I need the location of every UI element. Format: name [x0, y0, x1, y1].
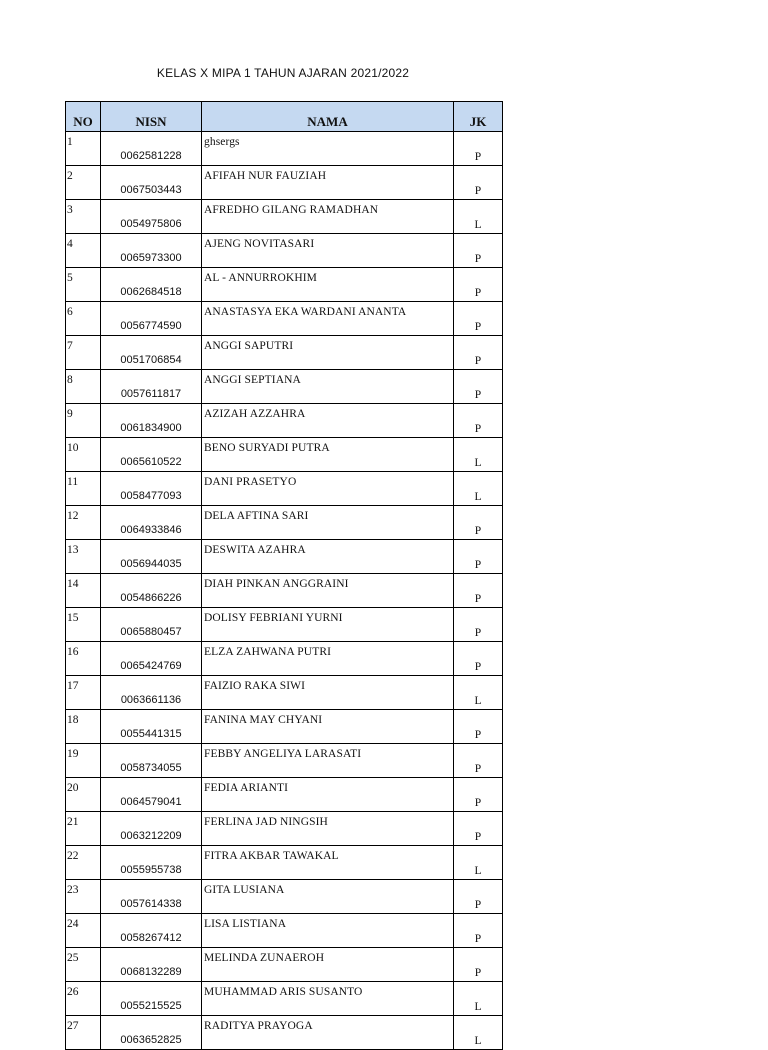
table-row — [66, 472, 503, 506]
cell-jk: P — [454, 302, 503, 336]
cell-jk: P — [454, 880, 503, 914]
cell-jk: P — [454, 166, 503, 200]
cell-nisn: 0056944035 — [101, 540, 202, 574]
cell-nama: RADITYA PRAYOGA — [202, 1016, 454, 1050]
cell-no: 25 — [66, 948, 101, 982]
cell-nisn: 0056774590 — [101, 302, 202, 336]
cell-no: 9 — [66, 404, 101, 438]
header-row — [66, 102, 503, 132]
cell-nisn: 0051706854 — [101, 336, 202, 370]
cell-nama: LISA LISTIANA — [202, 914, 454, 948]
cell-nisn: 0055955738 — [101, 846, 202, 880]
cell-jk: P — [454, 132, 503, 166]
cell-jk: P — [454, 778, 503, 812]
cell-nisn: 0058734055 — [101, 744, 202, 778]
cell-nisn: 0061834900 — [101, 404, 202, 438]
cell-no: 27 — [66, 1016, 101, 1050]
table-row — [66, 846, 503, 880]
table-header — [66, 102, 503, 132]
cell-nisn: 0063212209 — [101, 812, 202, 846]
header-nama: NAMA — [202, 102, 454, 132]
cell-nisn: 0062684518 — [101, 268, 202, 302]
cell-nisn: 0058267412 — [101, 914, 202, 948]
cell-jk: P — [454, 370, 503, 404]
cell-nisn: 0055441315 — [101, 710, 202, 744]
table-row — [66, 234, 503, 268]
cell-jk: P — [454, 948, 503, 982]
cell-nisn: 0068132289 — [101, 948, 202, 982]
cell-nama: DESWITA AZAHRA — [202, 540, 454, 574]
cell-jk: L — [454, 438, 503, 472]
table-body — [66, 132, 503, 1050]
cell-nisn: 0054866226 — [101, 574, 202, 608]
cell-jk: P — [454, 540, 503, 574]
cell-jk: L — [454, 200, 503, 234]
cell-jk: L — [454, 676, 503, 710]
cell-jk: L — [454, 982, 503, 1016]
table-row — [66, 710, 503, 744]
cell-no: 26 — [66, 982, 101, 1016]
cell-no: 20 — [66, 778, 101, 812]
cell-nisn: 0065880457 — [101, 608, 202, 642]
page-title: KELAS X MIPA 1 TAHUN AJARAN 2021/2022 — [156, 66, 410, 80]
cell-nisn: 0065973300 — [101, 234, 202, 268]
cell-jk: P — [454, 812, 503, 846]
header-jk: JK — [454, 102, 503, 132]
cell-nama: AZIZAH AZZAHRA — [202, 404, 454, 438]
cell-nisn: 0065610522 — [101, 438, 202, 472]
cell-nisn: 0062581228 — [101, 132, 202, 166]
cell-nama: FERLINA JAD NINGSIH — [202, 812, 454, 846]
table-row — [66, 540, 503, 574]
cell-no: 5 — [66, 268, 101, 302]
cell-nama: ANGGI SAPUTRI — [202, 336, 454, 370]
cell-jk: P — [454, 710, 503, 744]
cell-no: 23 — [66, 880, 101, 914]
cell-no: 8 — [66, 370, 101, 404]
cell-nama: MELINDA ZUNAEROH — [202, 948, 454, 982]
cell-jk: P — [454, 268, 503, 302]
cell-nama: DIAH PINKAN ANGGRAINI — [202, 574, 454, 608]
cell-nisn: 0063652825 — [101, 1016, 202, 1050]
table-row — [66, 880, 503, 914]
cell-nisn: 0058477093 — [101, 472, 202, 506]
cell-jk: P — [454, 234, 503, 268]
cell-no: 11 — [66, 472, 101, 506]
cell-nisn: 0064579041 — [101, 778, 202, 812]
cell-jk: P — [454, 574, 503, 608]
table-row — [66, 200, 503, 234]
cell-nama: AL - ANNURROKHIM — [202, 268, 454, 302]
cell-jk: P — [454, 914, 503, 948]
table-row — [66, 404, 503, 438]
cell-nama: ANGGI SEPTIANA — [202, 370, 454, 404]
cell-nisn: 0064933846 — [101, 506, 202, 540]
cell-no: 21 — [66, 812, 101, 846]
cell-no: 4 — [66, 234, 101, 268]
table-row — [66, 132, 503, 166]
table-row — [66, 336, 503, 370]
cell-nama: FEDIA ARIANTI — [202, 778, 454, 812]
cell-nisn: 0057611817 — [101, 370, 202, 404]
table-row — [66, 438, 503, 472]
table-row — [66, 914, 503, 948]
cell-nama: FEBBY ANGELIYA LARASATI — [202, 744, 454, 778]
table-row — [66, 268, 503, 302]
cell-jk: P — [454, 608, 503, 642]
cell-nisn: 0067503443 — [101, 166, 202, 200]
cell-no: 2 — [66, 166, 101, 200]
table-row — [66, 744, 503, 778]
cell-jk: P — [454, 404, 503, 438]
cell-nisn: 0054975806 — [101, 200, 202, 234]
cell-nisn: 0055215525 — [101, 982, 202, 1016]
table-row — [66, 812, 503, 846]
table-row — [66, 574, 503, 608]
cell-nama: ghsergs — [202, 132, 454, 166]
cell-nama: DOLISY FEBRIANI YURNI — [202, 608, 454, 642]
table-row — [66, 1016, 503, 1050]
cell-no: 19 — [66, 744, 101, 778]
cell-jk: L — [454, 472, 503, 506]
cell-nisn: 0063661136 — [101, 676, 202, 710]
student-table — [65, 101, 503, 1050]
cell-no: 13 — [66, 540, 101, 574]
table-row — [66, 506, 503, 540]
cell-no: 14 — [66, 574, 101, 608]
cell-no: 6 — [66, 302, 101, 336]
cell-nama: BENO SURYADI PUTRA — [202, 438, 454, 472]
table-row — [66, 370, 503, 404]
cell-no: 10 — [66, 438, 101, 472]
cell-nama: ELZA ZAHWANA PUTRI — [202, 642, 454, 676]
cell-nama: DELA AFTINA SARI — [202, 506, 454, 540]
table-row — [66, 608, 503, 642]
cell-jk: L — [454, 1016, 503, 1050]
cell-nama: ANASTASYA EKA WARDANI ANANTA — [202, 302, 454, 336]
cell-nisn: 0057614338 — [101, 880, 202, 914]
cell-nama: GITA LUSIANA — [202, 880, 454, 914]
table-row — [66, 948, 503, 982]
cell-jk: L — [454, 846, 503, 880]
cell-nama: AFIFAH NUR FAUZIAH — [202, 166, 454, 200]
cell-jk: P — [454, 336, 503, 370]
table-row — [66, 778, 503, 812]
cell-no: 12 — [66, 506, 101, 540]
cell-nama: AFREDHO GILANG RAMADHAN — [202, 200, 454, 234]
table-row — [66, 302, 503, 336]
table-row — [66, 676, 503, 710]
cell-no: 24 — [66, 914, 101, 948]
cell-jk: P — [454, 744, 503, 778]
table-row — [66, 642, 503, 676]
table-row — [66, 982, 503, 1016]
cell-jk: P — [454, 506, 503, 540]
cell-nama: FANINA MAY CHYANI — [202, 710, 454, 744]
cell-no: 17 — [66, 676, 101, 710]
cell-nisn: 0065424769 — [101, 642, 202, 676]
cell-nama: AJENG NOVITASARI — [202, 234, 454, 268]
cell-no: 1 — [66, 132, 101, 166]
cell-no: 7 — [66, 336, 101, 370]
cell-jk: P — [454, 642, 503, 676]
cell-no: 18 — [66, 710, 101, 744]
header-nisn: NISN — [101, 102, 202, 132]
cell-no: 15 — [66, 608, 101, 642]
cell-nama: DANI PRASETYO — [202, 472, 454, 506]
cell-nama: MUHAMMAD ARIS SUSANTO — [202, 982, 454, 1016]
cell-no: 16 — [66, 642, 101, 676]
cell-nama: FAIZIO RAKA SIWI — [202, 676, 454, 710]
cell-no: 3 — [66, 200, 101, 234]
cell-nama: FITRA AKBAR TAWAKAL — [202, 846, 454, 880]
cell-no: 22 — [66, 846, 101, 880]
table-row — [66, 166, 503, 200]
header-no: NO — [66, 102, 101, 132]
